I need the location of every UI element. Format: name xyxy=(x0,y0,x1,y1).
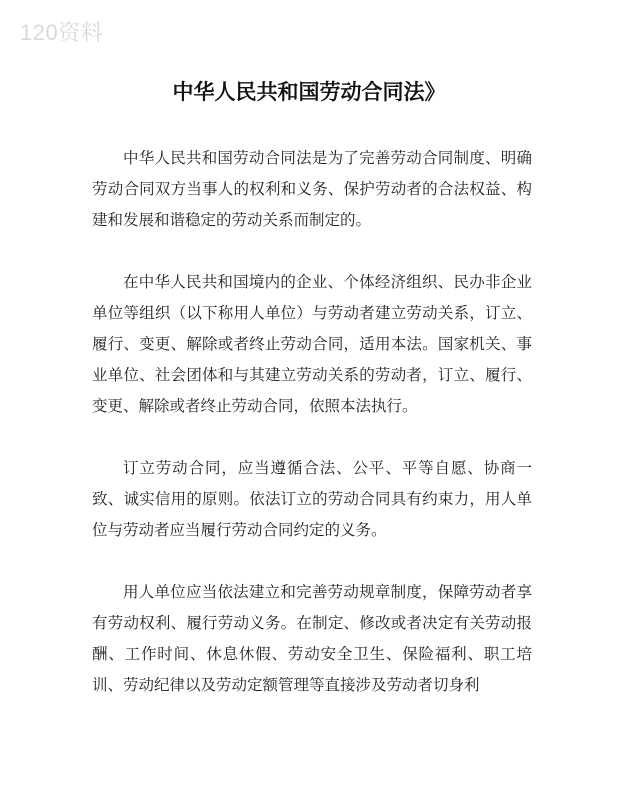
paragraph-4: 用人单位应当依法建立和完善劳动规章制度，保障劳动者享有劳动权利、履行劳动义务。在制定、修改或者决定有关劳动报酬、工作时间、休息休假、劳动安全卫生、保险福利、职工培训、劳动纪律以及劳动定额管理等直接涉及劳动者切身利 xyxy=(92,583,532,694)
paragraph-2: 在中华人民共和国境内的企业、个体经济组织、民办非企业单位等组织（以下称用人单位）与劳动者建立劳动关系，订立、履行、变更、解除或者终止劳动合同，适用本法。国家机关、事业单位、社会团体和与其建立劳动关系的劳动者，订立、履行、变更、解除或者终止劳动合同，依照本法执行。 xyxy=(92,273,532,415)
document-body xyxy=(92,143,532,701)
paragraph-3: 订立劳动合同，应当遵循合法、公平、平等自愿、协商一致、诚实信用的原则。依法订立的劳动合同具有约束力，用人单位与劳动者应当履行劳动合同约定的义务。 xyxy=(92,459,532,539)
document-title: 中华人民共和国劳动合同法》 xyxy=(172,80,446,104)
paragraph-1: 中华人民共和国劳动合同法是为了完善劳动合同制度、明确劳动合同双方当事人的权利和义务、保护劳动者的合法权益、构建和发展和谐稳定的劳动关系而制定的。 xyxy=(92,149,532,229)
watermark: 120资料 xyxy=(20,20,104,45)
